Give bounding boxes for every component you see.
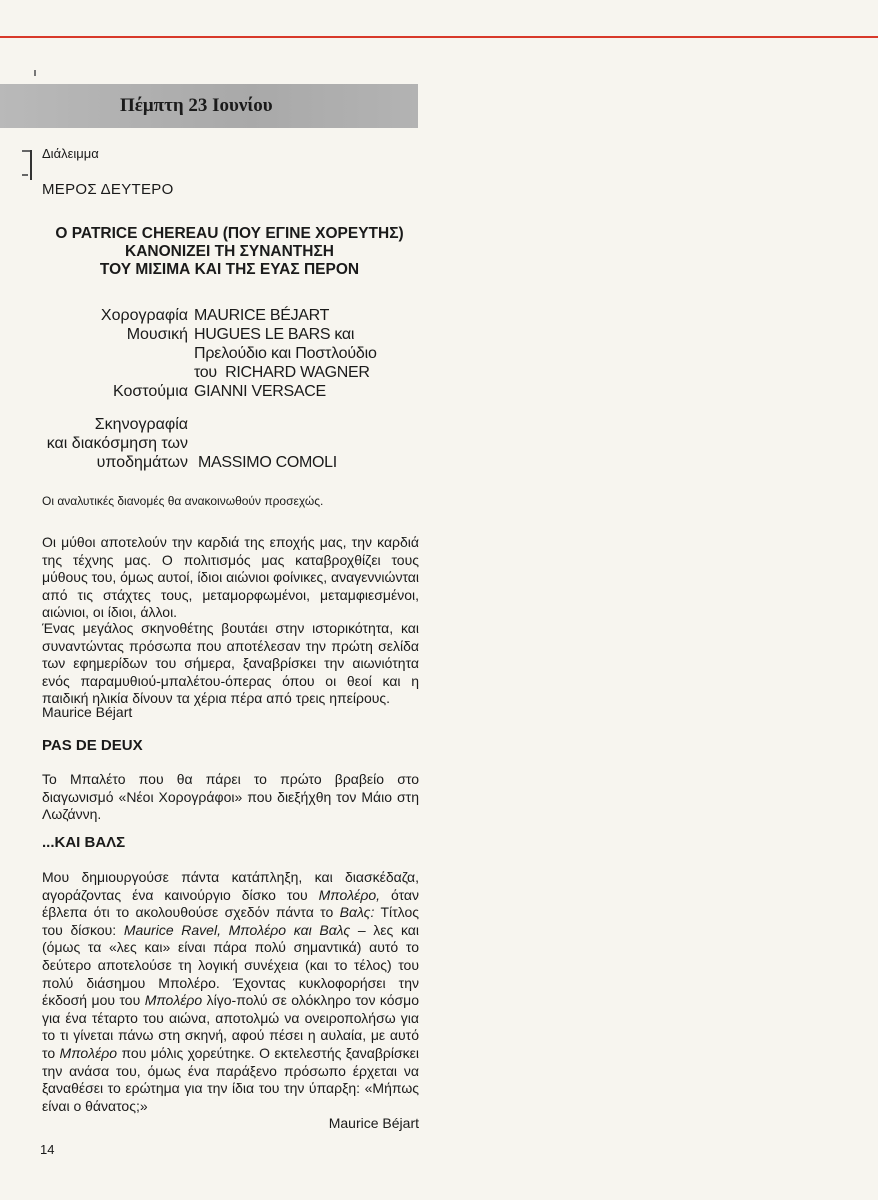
scan-mark <box>22 174 28 176</box>
section-heading: ...ΚΑΙ ΒΑΛΣ <box>42 834 126 851</box>
composer-name: RICHARD WAGNER <box>225 364 370 381</box>
scan-mark <box>30 150 32 180</box>
credit-prefix: του <box>194 364 217 381</box>
credit-value: MASSIMO COMOLI <box>198 454 337 471</box>
credit-row-scenography <box>42 415 422 434</box>
credit-row-music-by <box>42 363 422 382</box>
signature: Maurice Béjart <box>328 1115 419 1131</box>
article-paragraph: Μου δημιουργούσε πάντα κατάπληξη, και διασκέδαζα, αγοράζοντας ένα καινούργιο δίσκο του Μπολέρο, όταν έβλεπα ότι το ακολουθούσε σχεδόν πάντα το Βαλς: Τίτλος του δίσκου: Maurice Ravel, Μπολέρο και Βαλς – λες και (όμως τα «λες και» είναι πάρα πολύ σημαντικά) αυτό το δεύτερο αποτελούσε τη λογική συνέχεια (και το τέλος) του πολύ διάσημου Μπολέρο. Έχοντας κυκλοφορήσει την έκδοσή μου του Μπολέρο λίγο-πολύ σε ολόκληρο τον κόσμο για ένα τέταρτο του αιώνα, αποτολμώ να ονειροπολήσω για το τι γίνεται πάνω στη σκηνή, αφού πέσει η αυλαία, με αυτό το Μπολέρο που μόλις χορεύτηκε. Ο εκτελεστής ξαναβρίσκει την ανάσα του, όμως ένα παράξενο πρόσωπο έρχεται να ξαναθέσει το ερώτημα για την ίδια του την ύπαρξη: «Μήπως είναι ο θάνατος;» <box>42 869 420 1114</box>
scan-mark <box>22 150 30 152</box>
date-banner <box>0 84 418 128</box>
article-paragraph: Οι μύθοι αποτελούν την καρδιά της εποχής μας, την καρδιά της τέχνης μας. Ο πολιτισμός μας καταβροχθίζει τους μύθους του, όμως αυτοί, ίδιοι αιώνιοι φοίνικες, αναγεννιώνται από τις στάχτες τους, μεταμορφωμένοι, μεταμφιεσμένοι, αιώνιοι, οι ίδιοι, άλλοι. <box>42 534 420 621</box>
italic-title: Μπολέρο, <box>318 886 381 903</box>
credit-value: GIANNI VERSACE <box>194 383 326 400</box>
credit-role: Κοστούμια <box>112 383 188 400</box>
section-heading: PAS DE DEUX <box>42 737 143 754</box>
italic-title: Βαλς: <box>339 904 375 921</box>
italic-title: Μπολέρο <box>59 1044 118 1061</box>
date-heading: Πέμπτη 23 Ιουνίου <box>120 95 273 116</box>
part-heading: ΜΕΡΟΣ ΔΕΥΤΕΡΟ <box>42 181 174 198</box>
credit-value: MAURICE BÉJART <box>194 307 330 324</box>
intermission-label: Διάλειμμα <box>42 146 99 161</box>
credit-role: υποδημάτων <box>96 454 188 471</box>
casting-note: Οι αναλυτικές διανομές θα ανακοινωθούν προσεχώς. <box>42 494 324 508</box>
page-number: 14 <box>40 1142 55 1157</box>
credit-row-music <box>42 325 422 344</box>
work-title-line: Ο PATRICE CHEREAU (ΠΟΥ ΕΓΙΝΕ ΧΟΡΕΥΤΗΣ) <box>55 225 404 242</box>
signature: Maurice Béjart <box>42 704 133 720</box>
credit-row-costumes <box>42 382 422 401</box>
credit-role: Χορογραφία <box>100 307 188 324</box>
credit-role: και διακόσμηση των <box>46 435 188 452</box>
article-paragraph: Το Μπαλέτο που θα πάρει το πρώτο βραβείο στο διαγωνισμό «Νέοι Χορογράφοι» που διεξήχθη τον Μάιο στη Λωζάννη. <box>42 771 419 823</box>
credit-row-scenography-3 <box>42 453 422 472</box>
work-title <box>36 225 423 279</box>
credit-value: HUGUES LE BARS και <box>194 326 355 343</box>
credit-role: Σκηνογραφία <box>94 416 188 433</box>
credit-row-choreography <box>42 306 422 325</box>
credit-row-scenography-2 <box>42 434 422 453</box>
credit-value <box>194 363 422 382</box>
italic-title: Μπολέρο <box>144 992 203 1009</box>
scan-mark <box>34 70 36 76</box>
work-title-line: ΤΟΥ ΜΙΣΙΜΑ ΚΑΙ ΤΗΣ ΕΥΑΣ ΠΕΡΟΝ <box>99 261 360 278</box>
article-paragraph: Ένας μεγάλος σκηνοθέτης βουτάει στην ιστορικότητα, και συναντώντας πρόσωπα που αποτέλεσαν την πρώτη σελίδα των εφημερίδων του σήμερα, ξαναβρίσκει την αιωνιότητα ενός παραμυθιού-μπαλέτου-όπερας όπου οι θεοί και η παιδική ηλικία δίνουν τα χέρια πέρα από τρεις ηπείρους. <box>42 620 419 707</box>
italic-title: Maurice Ravel, Μπολέρο και Βαλς <box>123 921 351 938</box>
credits-list <box>42 306 422 472</box>
credit-row-music-extra <box>42 344 422 363</box>
credit-value: Πρελούδιο και Ποστλούδιο <box>194 345 377 362</box>
work-title-line: ΚΑΝΟΝΙΖΕΙ ΤΗ ΣΥΝΑΝΤΗΣΗ <box>125 243 334 260</box>
top-red-rule <box>0 36 878 38</box>
credit-role: Μουσική <box>126 326 188 343</box>
